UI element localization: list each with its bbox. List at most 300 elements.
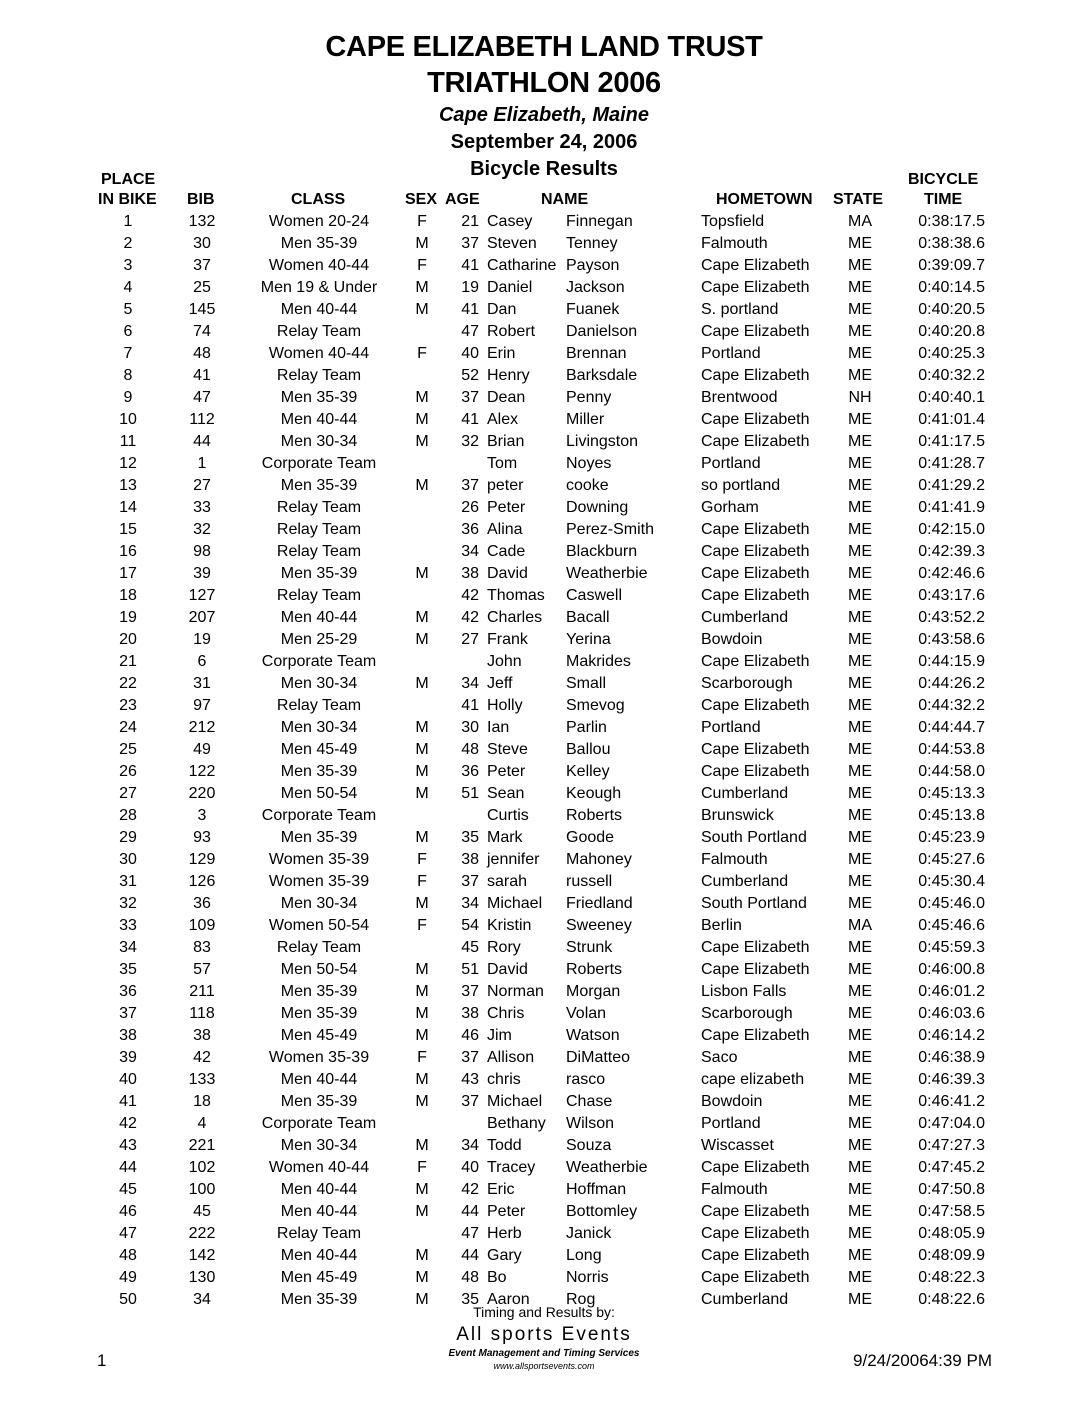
- table-row: [0, 476, 1088, 498]
- bib-cell: 100: [188, 1181, 216, 1198]
- first-name-cell: Alex: [487, 411, 519, 428]
- header-time-line1: BICYCLE: [908, 171, 979, 188]
- sex-cell: M: [415, 1181, 429, 1198]
- hometown-cell: Bowdoin: [701, 631, 763, 648]
- place-cell: 40: [119, 1071, 137, 1088]
- bib-cell: 36: [193, 895, 211, 912]
- state-cell: ME: [848, 1137, 872, 1154]
- bib-cell: 3: [197, 807, 207, 824]
- place-cell: 35: [119, 961, 137, 978]
- state-cell: NH: [848, 389, 872, 406]
- class-cell: Men 45-49: [280, 741, 358, 758]
- bike-time-cell: 0:46:03.6: [918, 1005, 985, 1022]
- last-name-cell: Finnegan: [566, 213, 633, 230]
- state-cell: ME: [848, 1269, 872, 1286]
- first-name-cell: Tom: [487, 455, 518, 472]
- place-cell: 43: [119, 1137, 137, 1154]
- class-cell: Men 40-44: [280, 1071, 358, 1088]
- sex-cell: F: [417, 851, 427, 868]
- last-name-cell: Danielson: [566, 323, 638, 340]
- hometown-cell: Cumberland: [701, 609, 789, 626]
- report-type: Bicycle Results: [470, 158, 618, 180]
- bike-time-cell: 0:40:40.1: [918, 389, 985, 406]
- hometown-cell: Portland: [701, 455, 761, 472]
- hometown-cell: Brentwood: [701, 389, 778, 406]
- hometown-cell: Cape Elizabeth: [701, 411, 810, 428]
- first-name-cell: Gary: [487, 1247, 522, 1264]
- table-row: [0, 718, 1088, 740]
- first-name-cell: Norman: [487, 983, 544, 1000]
- first-name-cell: Herb: [487, 1225, 522, 1242]
- age-cell: 37: [461, 983, 479, 1000]
- first-name-cell: Robert: [487, 323, 536, 340]
- place-cell: 42: [119, 1115, 137, 1132]
- sex-cell: M: [415, 1247, 429, 1264]
- bib-cell: 47: [193, 389, 211, 406]
- hometown-cell: Portland: [701, 1115, 761, 1132]
- bib-cell: 33: [193, 499, 211, 516]
- first-name-cell: Alina: [487, 521, 523, 538]
- hometown-cell: Cape Elizabeth: [701, 1225, 810, 1242]
- bike-time-cell: 0:40:32.2: [918, 367, 985, 384]
- last-name-cell: Hoffman: [566, 1181, 627, 1198]
- class-cell: Men 30-34: [280, 895, 358, 912]
- hometown-cell: Lisbon Falls: [701, 983, 787, 1000]
- first-name-cell: Peter: [487, 499, 526, 516]
- place-cell: 33: [119, 917, 137, 934]
- sex-cell: M: [415, 235, 429, 252]
- table-row: [0, 806, 1088, 828]
- hometown-cell: so portland: [701, 477, 781, 494]
- class-cell: Men 40-44: [280, 1203, 358, 1220]
- state-cell: ME: [848, 653, 872, 670]
- age-cell: 41: [461, 301, 479, 318]
- first-name-cell: Ian: [487, 719, 510, 736]
- state-cell: ME: [848, 829, 872, 846]
- first-name-cell: Sean: [487, 785, 525, 802]
- sex-cell: M: [415, 741, 429, 758]
- table-row: [0, 388, 1088, 410]
- header-hometown: HOMETOWN: [716, 191, 813, 208]
- place-cell: 21: [119, 653, 137, 670]
- table-row: [0, 1136, 1088, 1158]
- hometown-cell: Cape Elizabeth: [701, 521, 810, 538]
- hometown-cell: Cumberland: [701, 785, 789, 802]
- table-row: [0, 828, 1088, 850]
- table-row: [0, 586, 1088, 608]
- state-cell: ME: [848, 279, 872, 296]
- bike-time-cell: 0:44:53.8: [918, 741, 985, 758]
- last-name-cell: Jackson: [566, 279, 625, 296]
- bib-cell: 39: [193, 565, 211, 582]
- sex-cell: M: [415, 301, 429, 318]
- bib-cell: 45: [193, 1203, 211, 1220]
- header-time-line2: TIME: [924, 191, 963, 208]
- bike-time-cell: 0:44:58.0: [918, 763, 985, 780]
- sex-cell: M: [415, 389, 429, 406]
- class-cell: Relay Team: [276, 323, 362, 340]
- place-cell: 15: [119, 521, 137, 538]
- sex-cell: M: [415, 279, 429, 296]
- state-cell: ME: [848, 1247, 872, 1264]
- class-cell: Women 40-44: [268, 257, 370, 274]
- state-cell: ME: [848, 961, 872, 978]
- class-cell: Corporate Team: [261, 1115, 377, 1132]
- sex-cell: F: [417, 345, 427, 362]
- state-cell: ME: [848, 719, 872, 736]
- sex-cell: M: [415, 719, 429, 736]
- bib-cell: 211: [189, 983, 215, 1000]
- last-name-cell: Souza: [566, 1137, 612, 1154]
- bib-cell: 34: [193, 1291, 211, 1308]
- sex-cell: F: [417, 917, 427, 934]
- first-name-cell: Kristin: [487, 917, 532, 934]
- hometown-cell: Berlin: [701, 917, 742, 934]
- last-name-cell: Penny: [566, 389, 612, 406]
- first-name-cell: Henry: [487, 367, 530, 384]
- last-name-cell: Wilson: [566, 1115, 615, 1132]
- class-cell: Men 40-44: [280, 1181, 358, 1198]
- class-cell: Relay Team: [276, 367, 362, 384]
- hometown-cell: Cape Elizabeth: [701, 961, 810, 978]
- bib-cell: 37: [193, 257, 211, 274]
- table-row: [0, 916, 1088, 938]
- class-cell: Relay Team: [276, 499, 362, 516]
- bike-time-cell: 0:39:09.7: [918, 257, 985, 274]
- age-cell: 32: [461, 433, 479, 450]
- bike-time-cell: 0:44:26.2: [918, 675, 985, 692]
- bib-cell: 32: [193, 521, 211, 538]
- age-cell: 51: [461, 785, 479, 802]
- last-name-cell: rasco: [566, 1071, 606, 1088]
- state-cell: ME: [848, 807, 872, 824]
- last-name-cell: Tenney: [566, 235, 618, 252]
- last-name-cell: DiMatteo: [566, 1049, 631, 1066]
- last-name-cell: Smevog: [566, 697, 625, 714]
- class-cell: Men 50-54: [280, 785, 358, 802]
- state-cell: ME: [848, 565, 872, 582]
- hometown-cell: Cape Elizabeth: [701, 1247, 810, 1264]
- hometown-cell: Cape Elizabeth: [701, 587, 810, 604]
- place-cell: 14: [119, 499, 137, 516]
- first-name-cell: Frank: [487, 631, 528, 648]
- bike-time-cell: 0:44:32.2: [918, 697, 985, 714]
- place-cell: 10: [119, 411, 137, 428]
- state-cell: ME: [848, 1181, 872, 1198]
- first-name-cell: Casey: [487, 213, 533, 230]
- last-name-cell: Morgan: [566, 983, 621, 1000]
- sex-cell: M: [415, 1027, 429, 1044]
- table-row: [0, 498, 1088, 520]
- bib-cell: 207: [188, 609, 216, 626]
- class-cell: Men 25-29: [280, 631, 358, 648]
- hometown-cell: Cape Elizabeth: [701, 367, 810, 384]
- last-name-cell: russell: [566, 873, 613, 890]
- bib-cell: 31: [193, 675, 211, 692]
- state-cell: ME: [848, 609, 872, 626]
- class-cell: Men 40-44: [280, 411, 358, 428]
- age-cell: 21: [461, 213, 479, 230]
- first-name-cell: Michael: [487, 1093, 543, 1110]
- last-name-cell: Weatherbie: [566, 1159, 648, 1176]
- last-name-cell: Keough: [566, 785, 622, 802]
- first-name-cell: Catharine: [487, 257, 557, 274]
- header-age: AGE: [445, 191, 480, 208]
- bike-time-cell: 0:43:17.6: [918, 587, 985, 604]
- bike-time-cell: 0:45:46.6: [918, 917, 985, 934]
- hometown-cell: Scarborough: [701, 1005, 793, 1022]
- class-cell: Relay Team: [276, 543, 362, 560]
- bike-time-cell: 0:45:27.6: [918, 851, 985, 868]
- hometown-cell: Brunswick: [701, 807, 774, 824]
- table-row: [0, 696, 1088, 718]
- bike-time-cell: 0:48:22.6: [918, 1291, 985, 1308]
- class-cell: Men 35-39: [280, 763, 358, 780]
- last-name-cell: Ballou: [566, 741, 611, 758]
- age-cell: 35: [461, 1291, 479, 1308]
- hometown-cell: Cape Elizabeth: [701, 323, 810, 340]
- hometown-cell: South Portland: [701, 829, 807, 846]
- table-row: [0, 1026, 1088, 1048]
- class-cell: Relay Team: [276, 939, 362, 956]
- place-cell: 49: [119, 1269, 137, 1286]
- class-cell: Men 35-39: [280, 1093, 358, 1110]
- class-cell: Men 35-39: [280, 1291, 358, 1308]
- place-cell: 12: [119, 455, 137, 472]
- class-cell: Men 35-39: [280, 477, 358, 494]
- last-name-cell: Watson: [566, 1027, 620, 1044]
- place-cell: 26: [119, 763, 137, 780]
- last-name-cell: Yerina: [566, 631, 611, 648]
- age-cell: 46: [461, 1027, 479, 1044]
- age-cell: 41: [461, 697, 479, 714]
- last-name-cell: Perez-Smith: [566, 521, 655, 538]
- header-state: STATE: [833, 191, 884, 208]
- place-cell: 8: [123, 367, 133, 384]
- hometown-cell: Bowdoin: [701, 1093, 763, 1110]
- age-cell: 42: [461, 587, 479, 604]
- first-name-cell: Chris: [487, 1005, 525, 1022]
- class-cell: Men 40-44: [280, 609, 358, 626]
- hometown-cell: Falmouth: [701, 1181, 768, 1198]
- table-row: [0, 542, 1088, 564]
- state-cell: ME: [848, 455, 872, 472]
- class-cell: Women 35-39: [268, 1049, 370, 1066]
- class-cell: Women 50-54: [268, 917, 370, 934]
- bike-time-cell: 0:38:17.5: [918, 213, 985, 230]
- sex-cell: M: [415, 763, 429, 780]
- class-cell: Men 30-34: [280, 675, 358, 692]
- bib-cell: 30: [193, 235, 211, 252]
- table-row: [0, 652, 1088, 674]
- bib-cell: 48: [193, 345, 211, 362]
- sex-cell: M: [415, 631, 429, 648]
- last-name-cell: Friedland: [566, 895, 633, 912]
- table-row: [0, 1070, 1088, 1092]
- bib-cell: 109: [188, 917, 216, 934]
- bike-time-cell: 0:43:52.2: [918, 609, 985, 626]
- last-name-cell: Parlin: [566, 719, 607, 736]
- place-cell: 28: [119, 807, 137, 824]
- class-cell: Women 40-44: [268, 345, 370, 362]
- class-cell: Men 30-34: [280, 1137, 358, 1154]
- first-name-cell: Erin: [487, 345, 516, 362]
- table-row: [0, 1246, 1088, 1268]
- first-name-cell: Holly: [487, 697, 523, 714]
- event-location: Cape Elizabeth, Maine: [438, 104, 650, 126]
- state-cell: ME: [848, 697, 872, 714]
- sex-cell: M: [415, 609, 429, 626]
- bib-cell: 93: [193, 829, 211, 846]
- bike-time-cell: 0:41:28.7: [918, 455, 985, 472]
- age-cell: 47: [461, 1225, 479, 1242]
- hometown-cell: Scarborough: [701, 675, 793, 692]
- state-cell: ME: [848, 1291, 872, 1308]
- bike-time-cell: 0:47:45.2: [918, 1159, 985, 1176]
- first-name-cell: chris: [487, 1071, 521, 1088]
- state-cell: ME: [848, 1225, 872, 1242]
- sex-cell: M: [415, 1093, 429, 1110]
- first-name-cell: Bo: [487, 1269, 507, 1286]
- bike-time-cell: 0:45:59.3: [918, 939, 985, 956]
- state-cell: ME: [848, 345, 872, 362]
- last-name-cell: Rog: [566, 1291, 596, 1308]
- hometown-cell: Cape Elizabeth: [701, 565, 810, 582]
- class-cell: Men 19 & Under: [260, 279, 378, 296]
- table-row: [0, 938, 1088, 960]
- age-cell: 48: [461, 1269, 479, 1286]
- place-cell: 36: [119, 983, 137, 1000]
- first-name-cell: jennifer: [487, 851, 540, 868]
- state-cell: ME: [848, 521, 872, 538]
- last-name-cell: Blackburn: [566, 543, 638, 560]
- sex-cell: M: [415, 477, 429, 494]
- place-cell: 5: [123, 301, 133, 318]
- hometown-cell: Cape Elizabeth: [701, 653, 810, 670]
- bike-time-cell: 0:47:50.8: [918, 1181, 985, 1198]
- bib-cell: 98: [193, 543, 211, 560]
- sex-cell: F: [417, 257, 427, 274]
- table-row: [0, 278, 1088, 300]
- last-name-cell: Kelley: [566, 763, 610, 780]
- class-cell: Women 35-39: [268, 873, 370, 890]
- age-cell: 40: [461, 345, 479, 362]
- hometown-cell: Cumberland: [701, 1291, 789, 1308]
- place-cell: 19: [119, 609, 137, 626]
- bike-time-cell: 0:45:13.3: [918, 785, 985, 802]
- sex-cell: M: [415, 1269, 429, 1286]
- bike-time-cell: 0:40:25.3: [918, 345, 985, 362]
- table-row: [0, 1048, 1088, 1070]
- place-cell: 45: [119, 1181, 137, 1198]
- sex-cell: M: [415, 1005, 429, 1022]
- bike-time-cell: 0:45:30.4: [918, 873, 985, 890]
- sex-cell: M: [415, 829, 429, 846]
- state-cell: ME: [848, 675, 872, 692]
- first-name-cell: Jim: [487, 1027, 512, 1044]
- state-cell: ME: [848, 411, 872, 428]
- sex-cell: M: [415, 785, 429, 802]
- bike-time-cell: 0:44:44.7: [918, 719, 985, 736]
- header-place-line1: PLACE: [101, 171, 156, 188]
- first-name-cell: Cade: [487, 543, 526, 560]
- age-cell: 36: [461, 763, 479, 780]
- last-name-cell: Livingston: [566, 433, 639, 450]
- first-name-cell: Aaron: [487, 1291, 530, 1308]
- age-cell: 54: [461, 917, 479, 934]
- last-name-cell: Bottomley: [566, 1203, 638, 1220]
- state-cell: ME: [848, 631, 872, 648]
- age-cell: 52: [461, 367, 479, 384]
- table-row: [0, 344, 1088, 366]
- hometown-cell: Falmouth: [701, 235, 768, 252]
- first-name-cell: John: [487, 653, 522, 670]
- bib-cell: 122: [188, 763, 216, 780]
- bike-time-cell: 0:48:09.9: [918, 1247, 985, 1264]
- hometown-cell: Portland: [701, 345, 761, 362]
- header-sex: SEX: [405, 191, 438, 208]
- sex-cell: M: [415, 1071, 429, 1088]
- place-cell: 2: [123, 235, 133, 252]
- age-cell: 41: [461, 257, 479, 274]
- place-cell: 25: [119, 741, 137, 758]
- table-row: [0, 520, 1088, 542]
- bib-cell: 6: [197, 653, 207, 670]
- state-cell: ME: [848, 983, 872, 1000]
- first-name-cell: Peter: [487, 1203, 526, 1220]
- bike-time-cell: 0:46:01.2: [918, 983, 985, 1000]
- place-cell: 32: [119, 895, 137, 912]
- age-cell: 44: [461, 1247, 479, 1264]
- sex-cell: M: [415, 433, 429, 450]
- state-cell: ME: [848, 367, 872, 384]
- class-cell: Men 45-49: [280, 1269, 358, 1286]
- age-cell: 51: [461, 961, 479, 978]
- age-cell: 34: [461, 675, 479, 692]
- age-cell: 26: [461, 499, 479, 516]
- age-cell: 37: [461, 873, 479, 890]
- state-cell: ME: [848, 1071, 872, 1088]
- class-cell: Corporate Team: [261, 653, 377, 670]
- last-name-cell: Downing: [566, 499, 629, 516]
- age-cell: 47: [461, 323, 479, 340]
- state-cell: ME: [848, 785, 872, 802]
- bib-cell: 1: [197, 455, 207, 472]
- bike-time-cell: 0:38:38.6: [918, 235, 985, 252]
- table-row: [0, 432, 1088, 454]
- sex-cell: M: [415, 675, 429, 692]
- bike-time-cell: 0:48:22.3: [918, 1269, 985, 1286]
- page-number: 1: [97, 1351, 107, 1370]
- first-name-cell: Jeff: [487, 675, 513, 692]
- table-row: [0, 762, 1088, 784]
- bike-time-cell: 0:40:20.5: [918, 301, 985, 318]
- last-name-cell: Weatherbie: [566, 565, 648, 582]
- state-cell: ME: [848, 1159, 872, 1176]
- age-cell: 37: [461, 1049, 479, 1066]
- first-name-cell: Tracey: [487, 1159, 536, 1176]
- bib-cell: 222: [188, 1225, 216, 1242]
- state-cell: ME: [848, 1093, 872, 1110]
- class-cell: Men 30-34: [280, 719, 358, 736]
- age-cell: 45: [461, 939, 479, 956]
- sex-cell: M: [415, 1291, 429, 1308]
- last-name-cell: Roberts: [566, 807, 623, 824]
- bike-time-cell: 0:41:41.9: [918, 499, 985, 516]
- bib-cell: 145: [188, 301, 216, 318]
- table-row: [0, 234, 1088, 256]
- place-cell: 4: [123, 279, 133, 296]
